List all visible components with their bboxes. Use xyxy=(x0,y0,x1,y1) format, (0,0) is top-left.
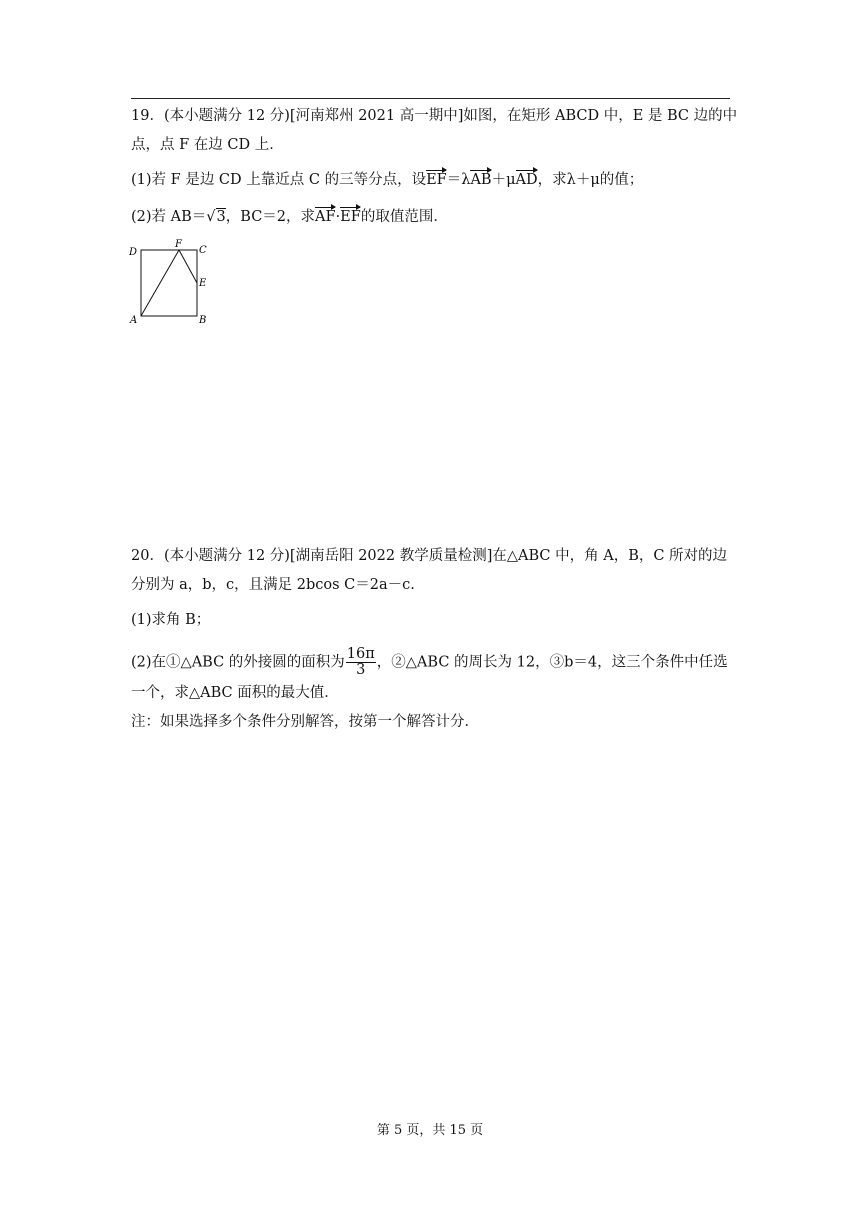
label-e: E xyxy=(199,278,207,289)
page-footer: 第 5 页，共 15 页 xyxy=(376,1123,484,1138)
vector-ef: EF xyxy=(426,172,447,188)
label-b: B xyxy=(199,315,207,326)
label-c: C xyxy=(199,245,207,256)
q20-note: 注：如果选择多个条件分别解答，按第一个解答计分． xyxy=(131,714,479,730)
segment-fe xyxy=(179,250,197,283)
q19-line2: 点，点 F 在边 CD 上． xyxy=(131,137,284,153)
label-f: F xyxy=(175,239,182,250)
q19-part2-text-c: 的取值范围． xyxy=(360,209,448,225)
vector-ab: AB xyxy=(470,172,492,188)
rectangle-abcd xyxy=(141,250,197,316)
q20-line2: 分别为 a，b，c，且满足 2bcos C＝2a－c. xyxy=(131,577,415,593)
label-d: D xyxy=(129,247,138,258)
q19-part1-text-d: ，求λ＋μ的值； xyxy=(537,172,644,188)
fraction-denominator: 3 xyxy=(356,662,366,678)
q20-line1: 20．(本小题满分 12 分)[湖南岳阳 2022 教学质量检测]在△ABC 中，角 A，B，C 所对的边 xyxy=(131,548,728,564)
q19-part1-text-c: ＋μ xyxy=(491,172,516,188)
q20-part2-text-a: (2)在①△ABC 的外接圆的面积为 xyxy=(131,654,345,671)
header-rule xyxy=(131,98,730,99)
fraction-numerator: 16π xyxy=(346,646,375,662)
q19-part1-text-b: ＝λ xyxy=(446,172,471,188)
dot-operator: · xyxy=(335,209,341,225)
sqrt-sign: √ xyxy=(206,209,216,225)
q19-part1 xyxy=(131,170,643,190)
rectangle-figure xyxy=(124,238,214,328)
q20-part2 xyxy=(131,647,728,678)
segment-af xyxy=(141,250,179,316)
q19-part2-text-b: ，BC＝2，求 xyxy=(225,209,316,225)
vector-ef-2: EF xyxy=(340,209,361,225)
vector-af: AF xyxy=(315,209,336,225)
fraction-16pi-over-3 xyxy=(346,647,376,678)
q19-line1: 19．(本小题满分 12 分)[河南郑州 2021 高一期中]如图，在矩形 ABCD 中，E 是 BC 边的中 xyxy=(131,108,738,124)
q20-line5: 一个，求△ABC 面积的最大值． xyxy=(131,685,339,701)
q20-part1: (1)求角 B； xyxy=(131,612,211,628)
q19-part1-text-a: (1)若 F 是边 CD 上靠近点 C 的三等分点，设 xyxy=(131,172,427,188)
sqrt-radicand: 3 xyxy=(216,209,226,225)
label-a: A xyxy=(130,315,138,326)
q20-part2-text-b: ，②△ABC 的周长为 12，③b＝4，这三个条件中任选 xyxy=(376,654,728,671)
q19-part2-text-a: (2)若 AB＝ xyxy=(131,209,207,225)
vector-ad: AD xyxy=(515,172,538,188)
q19-part2 xyxy=(131,207,448,227)
